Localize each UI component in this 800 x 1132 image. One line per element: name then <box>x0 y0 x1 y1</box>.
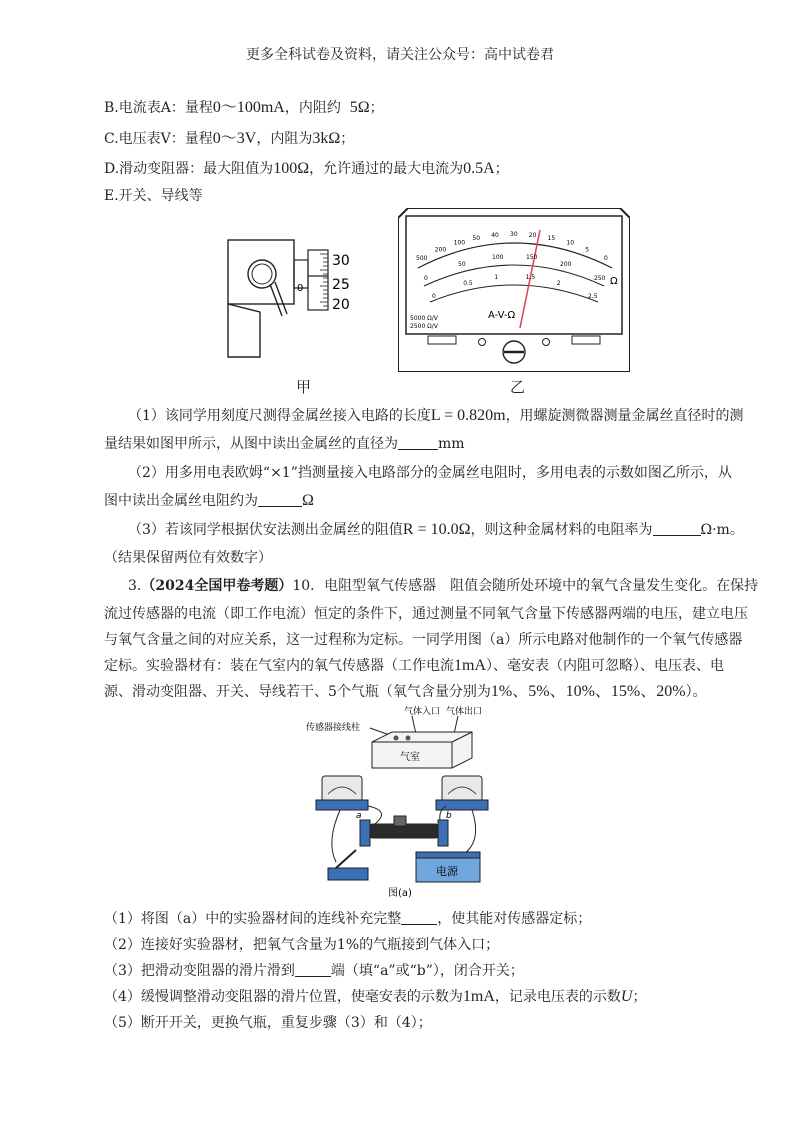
step1-blank[interactable] <box>401 910 437 925</box>
problem3-line4: 定标。实验器材有：装在气室内的氧气传感器（工作电流1mA）、毫安表（内阻可忽略）、电压表、电 <box>104 657 724 674</box>
sensor-terminal-label: 传感器接线柱 <box>306 723 361 733</box>
meter-spec-1: 5000 Ω/V <box>410 315 438 322</box>
micrometer-tick-20: 20 <box>332 297 350 313</box>
end-b-label: b <box>446 811 452 821</box>
end-a-label: a <box>356 811 362 821</box>
ohm-tick-label-10: 0 <box>604 255 608 262</box>
micrometer-zero: 0 <box>297 283 304 294</box>
ohm-tick-label-9: 5 <box>585 246 590 254</box>
dc-tick-label-1: 50 <box>458 260 466 268</box>
problem3-line1: 3.（2024全国甲卷考题）10．电阻型氧气传感器 阻值会随所处环境中的氧气含量发生变化。在保持 <box>128 578 759 594</box>
step3-blank[interactable] <box>295 962 331 977</box>
option-e: E.开关、导线等 <box>104 188 203 204</box>
q1-line1: （1）该同学用刻度尺测得金属丝接入电路的长度L = 0.820m，用螺旋测微器测量金属丝直径时的测 <box>128 407 744 424</box>
q2-blank[interactable] <box>258 492 302 507</box>
ohm-tick-label-7: 15 <box>547 234 556 242</box>
q1-blank[interactable] <box>398 435 438 450</box>
dc-tick-label-5: 250 <box>594 275 606 282</box>
problem3-line3: 与氧气含量之间的对应关系，这一过程称为定标。一同学用图（a）所示电路对他制作的一个氧气传感器 <box>104 632 743 648</box>
micrometer-figure <box>220 232 370 362</box>
problem3-line5: 源、滑动变阻器、开关、导线若干、5个气瓶（氧气含量分别为1%、5%、10%、15%、20%）。 <box>104 683 707 700</box>
q3-line1: （3）若该同学根据伏安法测出金属丝的阻值R = 10.0Ω，则这种金属材料的电阻率为 Ω·m。 <box>128 521 744 538</box>
dc-tick-label-3: 150 <box>526 253 538 261</box>
multimeter-figure <box>398 208 630 372</box>
chamber-label: 气室 <box>400 752 420 763</box>
figure-yi-label: 乙 <box>510 378 526 396</box>
v-tick-label-0: 0 <box>432 293 436 300</box>
meter-spec-2: 2500 Ω/V <box>410 323 438 330</box>
figure-a-caption: 图(a) <box>388 888 412 898</box>
step2: （2）连接好实验器材，把氧气含量为1%的气瓶接到气体入口； <box>104 937 500 953</box>
ohm-tick-label-4: 40 <box>491 231 499 239</box>
problem3-line2: 流过传感器的电流（即工作电流）恒定的条件下，通过测量不同氧气含量下传感器两端的电压，建立电压 <box>104 606 748 622</box>
page-header: 更多全科试卷及资料，请关注公众号：高中试卷君 <box>246 47 554 63</box>
q2-line2: 图中读出金属丝电阻约为 Ω <box>104 492 314 509</box>
micrometer-tick-25: 25 <box>332 277 350 293</box>
dc-tick-label-2: 100 <box>492 253 504 261</box>
v-tick-label-4: 2 <box>556 280 561 288</box>
dc-tick-label-0: 0 <box>424 275 428 282</box>
power-label: 电源 <box>436 865 458 878</box>
gas-inlet-label: 气体入口 <box>404 707 441 717</box>
step4: （4）缓慢调整滑动变阻器的滑片位置，使毫安表的示数为1mA，记录电压表的示数U； <box>104 988 647 1005</box>
v-tick-label-1: 0.5 <box>463 280 473 288</box>
ohm-tick-label-8: 10 <box>566 239 575 247</box>
gas-outlet-label: 气体出口 <box>446 707 483 717</box>
q1-line2: 量结果如图甲所示，从图中读出金属丝的直径为 mm <box>104 436 465 452</box>
ohm-tick-label-1: 200 <box>434 246 447 254</box>
option-b: B.电流表A：量程0～100mA，内阻约 5Ω； <box>104 99 384 116</box>
step1: （1）将图（a）中的实验器材间的连线补充完整 ，使其能对传感器定标； <box>104 911 592 927</box>
circuit-figure-a <box>296 702 516 898</box>
option-c: C.电压表V：量程0～3V，内阻为3kΩ； <box>104 130 355 147</box>
meter-brand: A-V-Ω <box>488 310 516 321</box>
ohm-tick-label-6: 20 <box>528 231 537 239</box>
ohm-tick-label-0: 500 <box>416 255 428 262</box>
ohm-tick-label-3: 50 <box>472 234 481 242</box>
q3-blank[interactable] <box>653 521 701 536</box>
v-tick-label-2: 1 <box>494 273 499 281</box>
step5: （5）断开开关，更换气瓶，重复步骤（3）和（4）； <box>104 1015 432 1031</box>
v-tick-label-3: 1.5 <box>525 273 536 281</box>
ohm-tick-label-2: 100 <box>453 239 466 247</box>
v-tick-label-5: 2.5 <box>588 293 598 300</box>
ohm-tick-label-5: 30 <box>510 231 518 238</box>
q3-line2: （结果保留两位有效数字） <box>104 550 272 566</box>
meter-omega: Ω <box>610 276 618 287</box>
option-d: D.滑动变阻器：最大阻值为100Ω，允许通过的最大电流为0.5A； <box>104 160 509 177</box>
figure-jia-label: 甲 <box>296 378 312 396</box>
micrometer-tick-30: 30 <box>332 253 350 269</box>
dc-tick-label-4: 200 <box>560 260 572 268</box>
step3: （3）把滑动变阻器的滑片滑到 端（填“a”或“b”），闭合开关； <box>104 963 524 979</box>
q2-line1: （2）用多用电表欧姆“×1”挡测量接入电路部分的金属丝电阻时，多用电表的示数如图乙所示，从 <box>128 465 732 481</box>
